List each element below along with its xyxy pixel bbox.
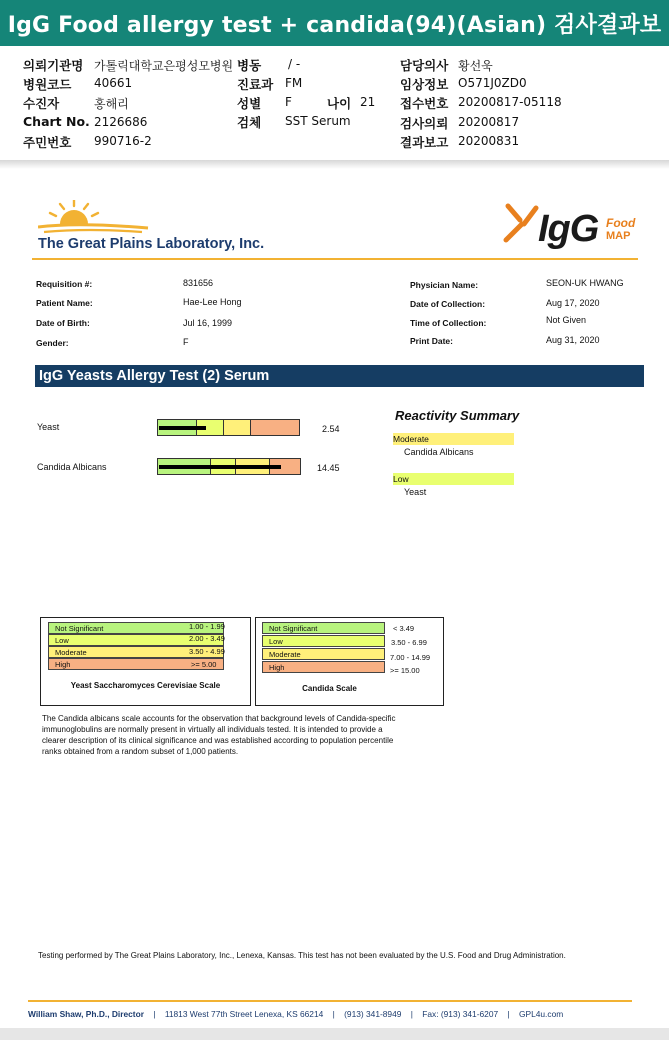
physician-label: Physician Name: bbox=[410, 280, 479, 290]
logo-map: MAP bbox=[606, 230, 631, 242]
print-date-value: Aug 31, 2020 bbox=[546, 335, 600, 345]
patient-name-value: Hae-Lee Hong bbox=[183, 297, 242, 307]
collection-date-label: Date of Collection: bbox=[410, 299, 486, 309]
footer-web[interactable]: GPL4u.com bbox=[518, 1009, 564, 1019]
chart-value: 2126686 bbox=[94, 115, 148, 129]
report-date-label: 결과보고 bbox=[400, 135, 449, 150]
physician-value: SEON-UK HWANG bbox=[546, 278, 624, 288]
value-candida: 14.45 bbox=[317, 463, 340, 473]
dob-value: Jul 16, 1999 bbox=[183, 318, 233, 328]
doctor-value: 황선욱 bbox=[458, 59, 493, 73]
id-value: 990716-2 bbox=[94, 134, 152, 148]
yeast-scale-row: Not Significant bbox=[48, 622, 224, 634]
footer-separator: | bbox=[410, 1009, 413, 1019]
clinical-label: 임상정보 bbox=[400, 77, 449, 92]
gender-label: Gender: bbox=[36, 338, 69, 348]
reactivity-moderate-item: Candida Albicans bbox=[404, 447, 474, 457]
logo-rule bbox=[32, 258, 638, 260]
sex-label: 성별 bbox=[237, 96, 262, 111]
candida-note: The Candida albicans scale accounts for the observation that background levels of Candida-specific immunoglobulins are normally present in virtually all individuals tested. It is intended to provide a clearer description of its clinical significance and was established according to population percentile ranks obtained from a random subset of 1,000 patients. bbox=[42, 714, 396, 756]
candida-scale-row: Low bbox=[262, 635, 385, 647]
gauge-yeast-moderate bbox=[224, 420, 251, 435]
request-label: 검사의뢰 bbox=[400, 116, 449, 131]
candida-scale-box bbox=[255, 617, 444, 706]
yeast-scale-range: 3.50 - 4.99 bbox=[189, 647, 225, 656]
yeast-scale-caption: Yeast Saccharomyces Cerevisiae Scale bbox=[70, 681, 221, 690]
collection-time-value: Not Given bbox=[546, 315, 587, 325]
reactivity-moderate-label: Moderate bbox=[393, 433, 514, 445]
collection-time-label: Time of Collection: bbox=[410, 318, 487, 328]
chart-label: Chart No. bbox=[23, 114, 90, 129]
bar-yeast bbox=[159, 426, 206, 430]
clinical-value: O571J0ZD0 bbox=[458, 76, 527, 90]
disclaimer: Testing performed by The Great Plains Laboratory, Inc., Lenexa, Kansas. This test has not been evaluated by the U.S. Food and Drug Administration. bbox=[38, 951, 566, 960]
reactivity-title: Reactivity Summary bbox=[395, 408, 520, 423]
sex-value: F bbox=[285, 95, 292, 109]
institution-value: 가톨릭대학교은평성모병원 bbox=[94, 59, 234, 73]
id-label: 주민번호 bbox=[23, 135, 72, 150]
footer-address: 11813 West 77th Street Lenexa, KS 66214 bbox=[164, 1009, 324, 1019]
candida-scale-range: >= 15.00 bbox=[390, 666, 420, 675]
section-divider bbox=[0, 160, 669, 169]
patient-value: 홍해리 bbox=[94, 97, 129, 111]
candida-scale-row: Not Significant bbox=[262, 622, 385, 634]
yeast-scale-row: High bbox=[48, 658, 224, 670]
candida-scale-range: < 3.49 bbox=[393, 624, 415, 633]
footer-fax: Fax: (913) 341-6207 bbox=[422, 1009, 499, 1019]
doctor-label: 담당의사 bbox=[400, 58, 449, 73]
candida-scale-row: High bbox=[262, 661, 385, 673]
report-date-value: 20200831 bbox=[458, 134, 520, 148]
dept-label: 진료과 bbox=[237, 77, 274, 92]
lab-name: The Great Plains Laboratory, Inc. bbox=[38, 236, 265, 252]
reactivity-low-item: Yeast bbox=[404, 487, 427, 497]
ward-value: / - bbox=[288, 57, 301, 71]
gauge-label-yeast: Yeast bbox=[37, 422, 60, 432]
yeast-scale-row: Moderate bbox=[48, 646, 224, 658]
logo-igg: IgG bbox=[538, 208, 599, 250]
yeast-scale-range: >= 5.00 bbox=[191, 660, 217, 669]
candida-scale-row: Moderate bbox=[262, 648, 385, 660]
patient-label: 수진자 bbox=[23, 96, 60, 111]
footer-rule bbox=[28, 1000, 632, 1002]
section-title: IgG Yeasts Allergy Test (2) Serum bbox=[35, 365, 644, 387]
yeast-scale-row: Low bbox=[48, 634, 224, 646]
sun-logo-icon bbox=[38, 200, 158, 238]
print-date-label: Print Date: bbox=[410, 336, 453, 346]
footer-separator: | bbox=[153, 1009, 156, 1019]
receipt-label: 접수번호 bbox=[400, 96, 449, 111]
footer-phone: (913) 341-8949 bbox=[344, 1009, 402, 1019]
specimen-value: SST Serum bbox=[285, 114, 351, 128]
page-bottom-bar bbox=[0, 1028, 669, 1040]
ward-label: 병동 bbox=[237, 58, 262, 73]
gauge-yeast-high bbox=[251, 420, 299, 435]
institution-label: 의뢰기관명 bbox=[23, 58, 84, 73]
age-label: 나이 bbox=[327, 96, 352, 111]
yeast-scale-box bbox=[40, 617, 251, 706]
reactivity-low-label: Low bbox=[393, 473, 514, 485]
dept-value: FM bbox=[285, 76, 303, 90]
yeast-scale-range: 1.00 - 1.99 bbox=[189, 622, 225, 631]
request-value: 20200817 bbox=[458, 115, 520, 129]
candida-scale-caption: Candida Scale bbox=[302, 684, 357, 693]
report-title: IgG Food allergy test + candida(94)(Asian) 검사결과보고서 bbox=[0, 0, 669, 46]
yeast-scale-range: 2.00 - 3.49 bbox=[189, 634, 225, 643]
candida-scale-range: 3.50 - 6.99 bbox=[391, 638, 427, 647]
gender-value: F bbox=[183, 337, 189, 347]
hospital-code-label: 병원코드 bbox=[23, 77, 72, 92]
logo-food: Food bbox=[606, 216, 636, 230]
footer-separator: | bbox=[332, 1009, 335, 1019]
footer bbox=[28, 1009, 632, 1019]
requisition-label: Requisition #: bbox=[36, 279, 93, 289]
requisition-value: 831656 bbox=[183, 278, 214, 288]
value-yeast: 2.54 bbox=[322, 424, 340, 434]
collection-date-value: Aug 17, 2020 bbox=[546, 298, 600, 308]
candida-scale-range: 7.00 - 14.99 bbox=[390, 653, 431, 662]
hospital-code-value: 40661 bbox=[94, 76, 133, 90]
specimen-label: 검체 bbox=[237, 115, 262, 130]
bar-candida bbox=[159, 465, 281, 469]
receipt-value: 20200817-05118 bbox=[458, 95, 562, 109]
age-value: 21 bbox=[360, 95, 376, 109]
antibody-icon bbox=[500, 202, 542, 246]
footer-separator: | bbox=[507, 1009, 510, 1019]
gauge-label-candida: Candida Albicans bbox=[37, 462, 107, 472]
dob-label: Date of Birth: bbox=[36, 318, 90, 328]
footer-director: William Shaw, Ph.D., Director bbox=[28, 1009, 144, 1019]
patient-name-label: Patient Name: bbox=[36, 298, 93, 308]
